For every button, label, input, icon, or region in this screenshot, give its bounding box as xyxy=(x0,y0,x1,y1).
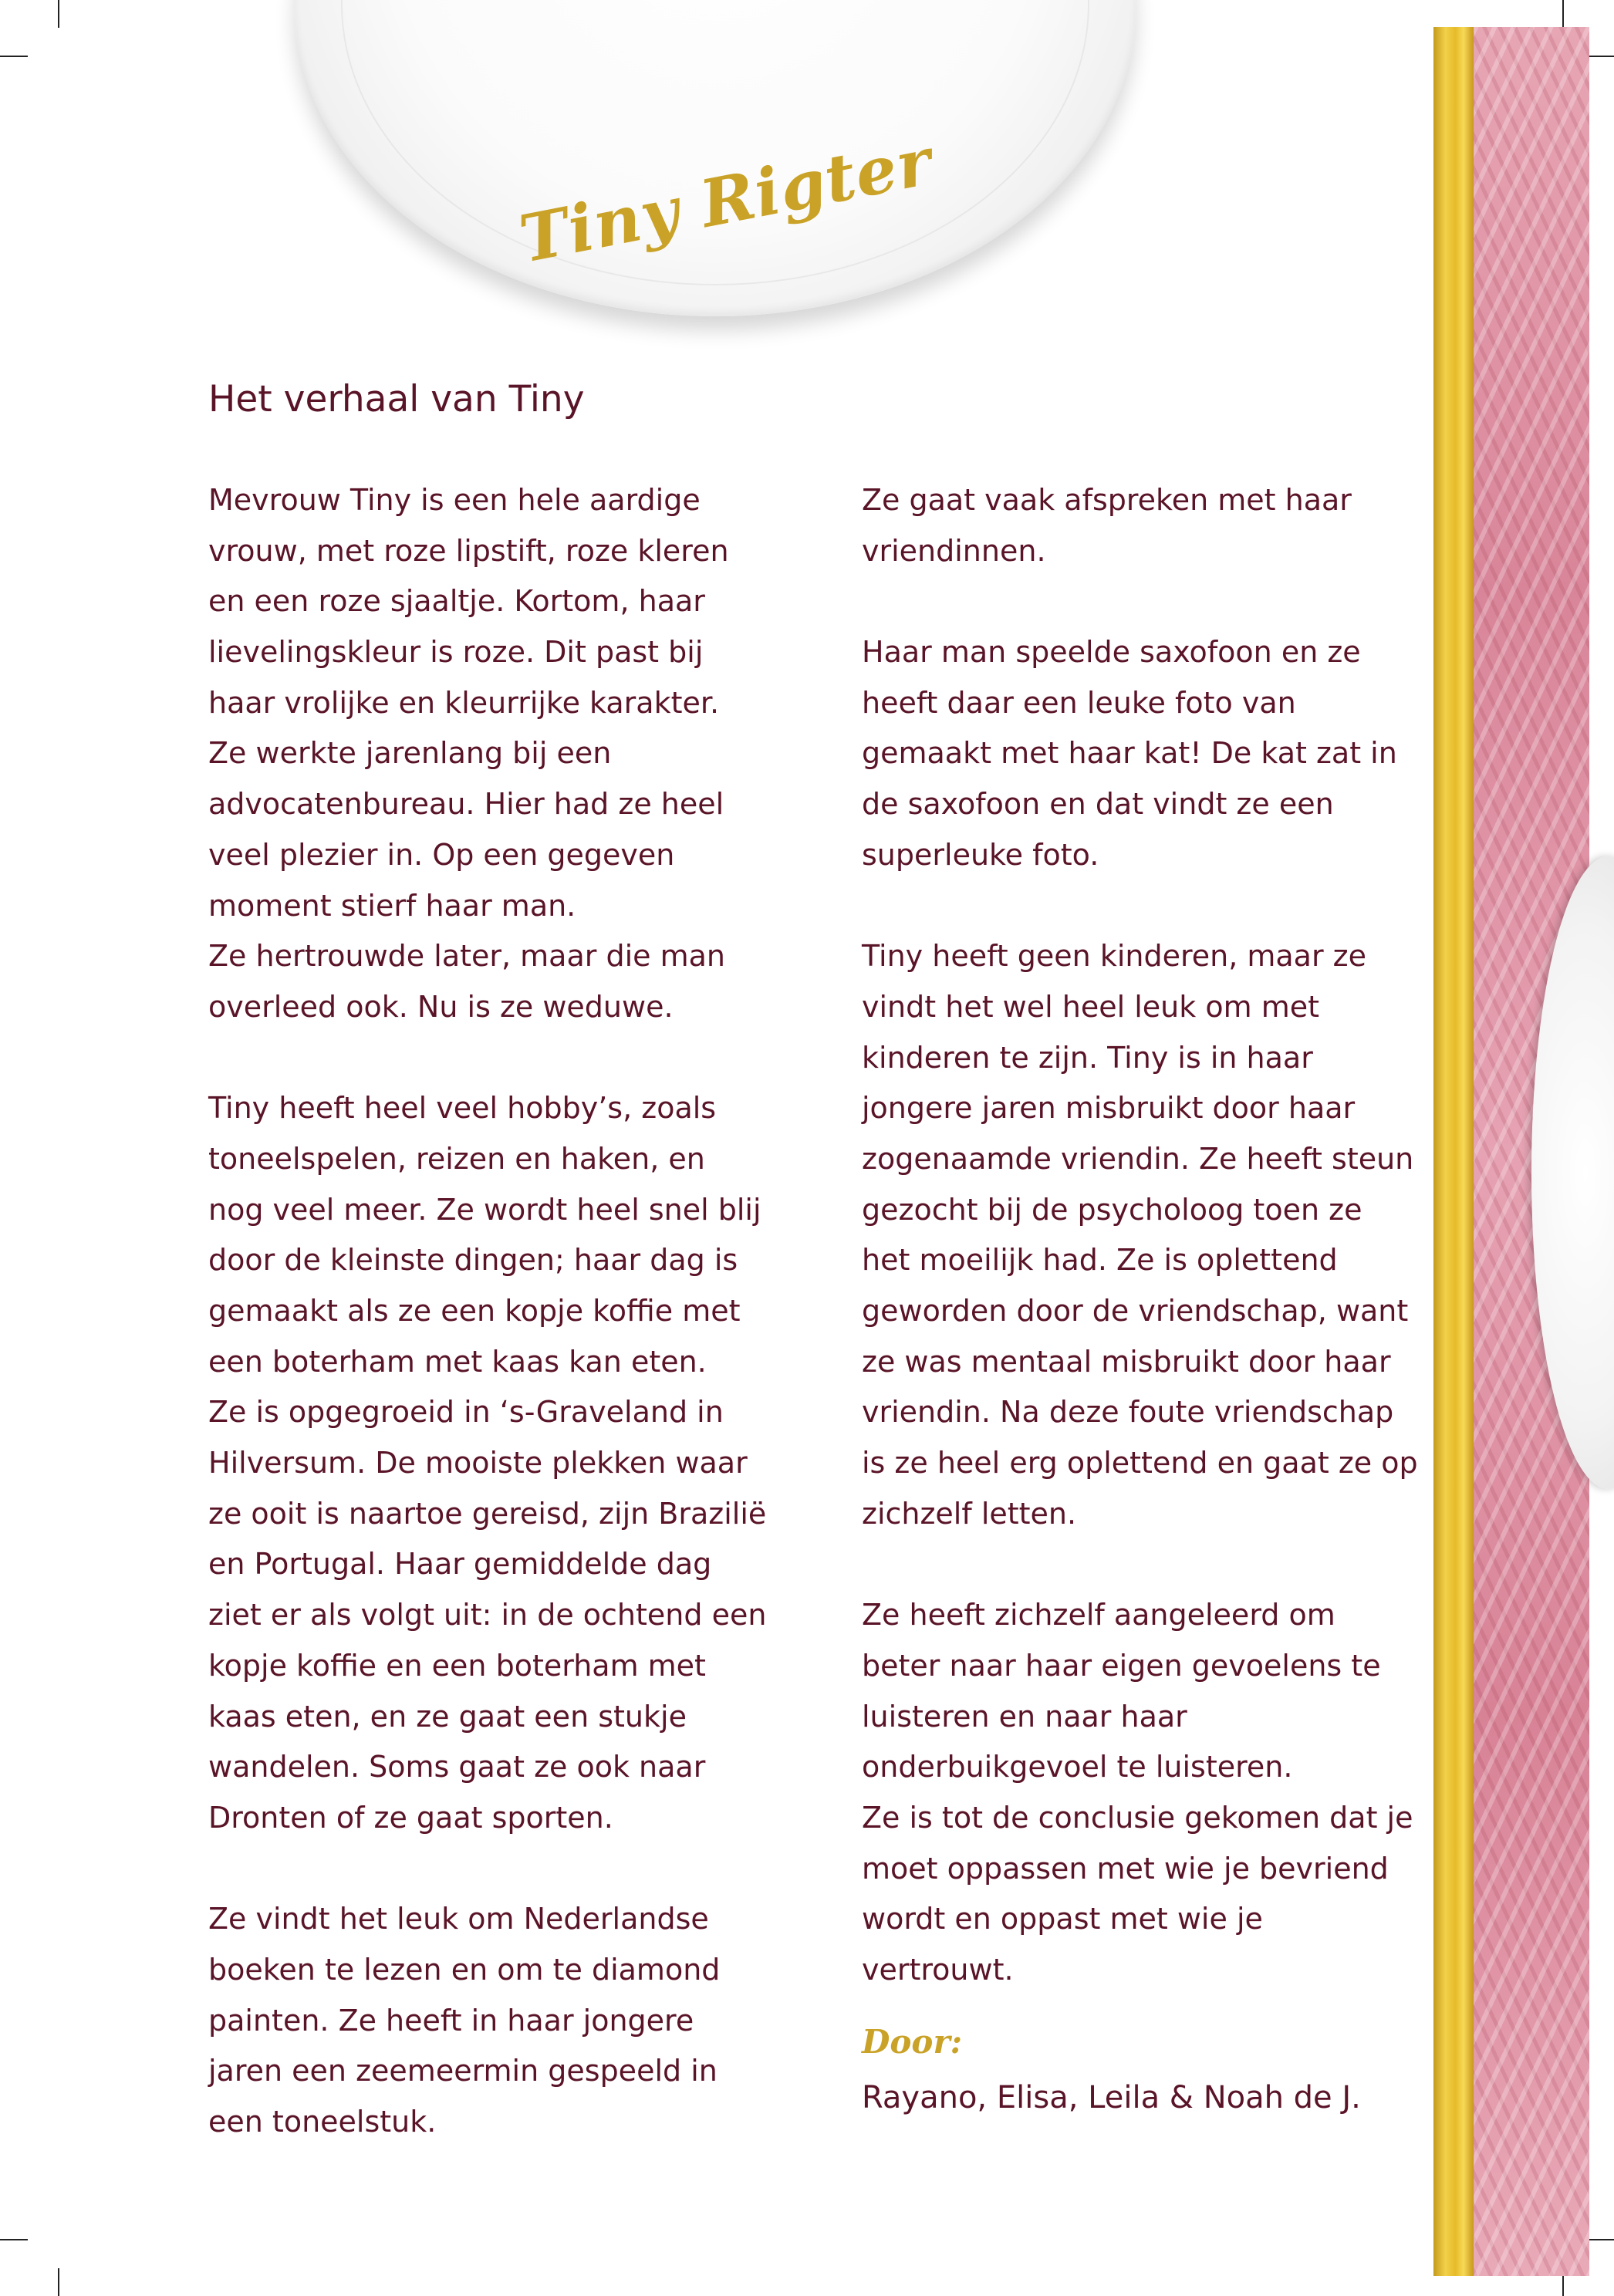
byline-names: Rayano, Elisa, Leila & Noah de J. xyxy=(862,2080,1361,2115)
text-line: vertrouwt. xyxy=(862,1952,1014,1987)
crop-mark-top-right-v xyxy=(1562,0,1564,28)
text-line: door de kleinste dingen; haar dag is xyxy=(208,1243,738,1278)
paragraph-gap xyxy=(862,881,1471,932)
text-line: painten. Ze heeft in haar jongere xyxy=(208,2003,694,2038)
text-line: moment stierf haar man. xyxy=(208,888,576,923)
text-line: luisteren en naar haar xyxy=(862,1699,1187,1734)
text-line: Ze is tot de conclusie gekomen dat je xyxy=(862,1800,1413,1835)
text-line: Ze vindt het leuk om Nederlandse xyxy=(208,1902,709,1936)
text-line: superleuke foto. xyxy=(862,837,1099,872)
text-line: Ze werkte jarenlang bij een xyxy=(208,736,612,771)
text-line: nog veel meer. Ze wordt heel snel blij xyxy=(208,1192,761,1227)
text-line: gemaakt met haar kat! De kat zat in xyxy=(862,736,1397,771)
right-text-column xyxy=(862,475,1471,1996)
text-line: de saxofoon en dat vindt ze een xyxy=(862,787,1334,822)
text-line: jongere jaren misbruikt door haar xyxy=(862,1091,1356,1126)
text-line: Ze gaat vaak afspreken met haar xyxy=(862,483,1352,517)
text-line: lievelingskleur is roze. Dit past bij xyxy=(208,635,704,670)
text-line: advocatenbureau. Hier had ze heel xyxy=(208,787,724,822)
text-line: het moeilijk had. Ze is oplettend xyxy=(862,1243,1338,1278)
text-line: zichzelf letten. xyxy=(862,1496,1077,1531)
paragraph-gap xyxy=(208,1033,818,1084)
crop-mark-bottom-left-h xyxy=(0,2239,28,2240)
text-line: gezocht bij de psycholoog toen ze xyxy=(862,1192,1362,1227)
text-line: zogenaamde vriendin. Ze heeft steun xyxy=(862,1141,1414,1176)
crop-mark-bottom-right-h xyxy=(1586,2239,1614,2240)
text-line: Hilversum. De mooiste plekken waar xyxy=(208,1446,748,1481)
text-line: ze was mentaal misbruikt door haar xyxy=(862,1344,1391,1379)
text-line: veel plezier in. Op een gegeven xyxy=(208,837,675,872)
text-line: geworden door de vriendschap, want xyxy=(862,1294,1409,1328)
crop-mark-top-right-h xyxy=(1586,56,1614,57)
text-line: Tiny heeft heel veel hobby’s, zoals xyxy=(208,1091,717,1126)
text-line: overleed ook. Nu is ze weduwe. xyxy=(208,989,674,1024)
page-heading: Het verhaal van Tiny xyxy=(208,378,585,420)
text-line: vriendinnen. xyxy=(862,533,1046,568)
text-line: wordt en oppast met wie je xyxy=(862,1902,1263,1936)
left-text-column xyxy=(208,475,818,2148)
crop-mark-top-left-v xyxy=(58,0,59,28)
text-line: en een roze sjaaltje. Kortom, haar xyxy=(208,584,705,619)
plate-title: Tiny Rigter xyxy=(513,123,939,278)
byline-label: Door: xyxy=(862,2023,963,2061)
text-line: is ze heel erg oplettend en gaat ze op xyxy=(862,1446,1418,1481)
text-line: kopje koffie en een boterham met xyxy=(208,1648,706,1683)
text-line: Ze heeft zichzelf aangeleerd om xyxy=(862,1598,1335,1633)
text-line: beter naar haar eigen gevoelens te xyxy=(862,1648,1381,1683)
plate-image xyxy=(295,0,1136,316)
text-line: ze ooit is naartoe gereisd, zijn Brazilië xyxy=(208,1496,767,1531)
text-line: vindt het wel heel leuk om met xyxy=(862,989,1319,1024)
crop-mark-bottom-left-v xyxy=(58,2268,59,2296)
text-line: haar vrolijke en kleurrijke karakter. xyxy=(208,685,720,720)
text-line: wandelen. Soms gaat ze ook naar xyxy=(208,1750,706,1784)
paragraph-gap xyxy=(862,576,1471,627)
text-line: jaren een zeemeermin gespeeld in xyxy=(208,2054,718,2088)
gold-foil-stripe xyxy=(1433,27,1474,2276)
text-line: vriendin. Na deze foute vriendschap xyxy=(862,1395,1394,1430)
text-line: een toneelstuk. xyxy=(208,2105,437,2139)
text-line: moet oppassen met wie je bevriend xyxy=(862,1851,1389,1886)
text-line: Dronten of ze gaat sporten. xyxy=(208,1800,613,1835)
text-line: boeken te lezen en om te diamond xyxy=(208,1952,721,1987)
text-line: en Portugal. Haar gemiddelde dag xyxy=(208,1547,712,1582)
text-line: onderbuikgevoel te luisteren. xyxy=(862,1750,1293,1784)
text-line: gemaakt als ze een kopje koffie met xyxy=(208,1294,741,1328)
paragraph-gap xyxy=(208,1844,818,1895)
plate-rim xyxy=(341,0,1089,285)
text-line: Ze is opgegroeid in ‘s-Graveland in xyxy=(208,1395,724,1430)
text-line: toneelspelen, reizen en haken, en xyxy=(208,1141,705,1176)
crop-mark-top-left-h xyxy=(0,56,28,57)
text-line: kinderen te zijn. Tiny is in haar xyxy=(862,1040,1313,1075)
text-line: een boterham met kaas kan eten. xyxy=(208,1344,707,1379)
text-line: ziet er als volgt uit: in de ochtend een xyxy=(208,1598,767,1633)
text-line: vrouw, met roze lipstift, roze kleren xyxy=(208,533,729,568)
text-line: Haar man speelde saxofoon en ze xyxy=(862,635,1361,670)
text-line: Mevrouw Tiny is een hele aardige xyxy=(208,483,701,517)
paragraph-gap xyxy=(862,1539,1471,1590)
text-line: kaas eten, en ze gaat een stukje xyxy=(208,1699,687,1734)
text-line: Ze hertrouwde later, maar die man xyxy=(208,939,725,974)
text-line: Tiny heeft geen kinderen, maar ze xyxy=(862,939,1366,974)
text-line: heeft daar een leuke foto van xyxy=(862,685,1296,720)
